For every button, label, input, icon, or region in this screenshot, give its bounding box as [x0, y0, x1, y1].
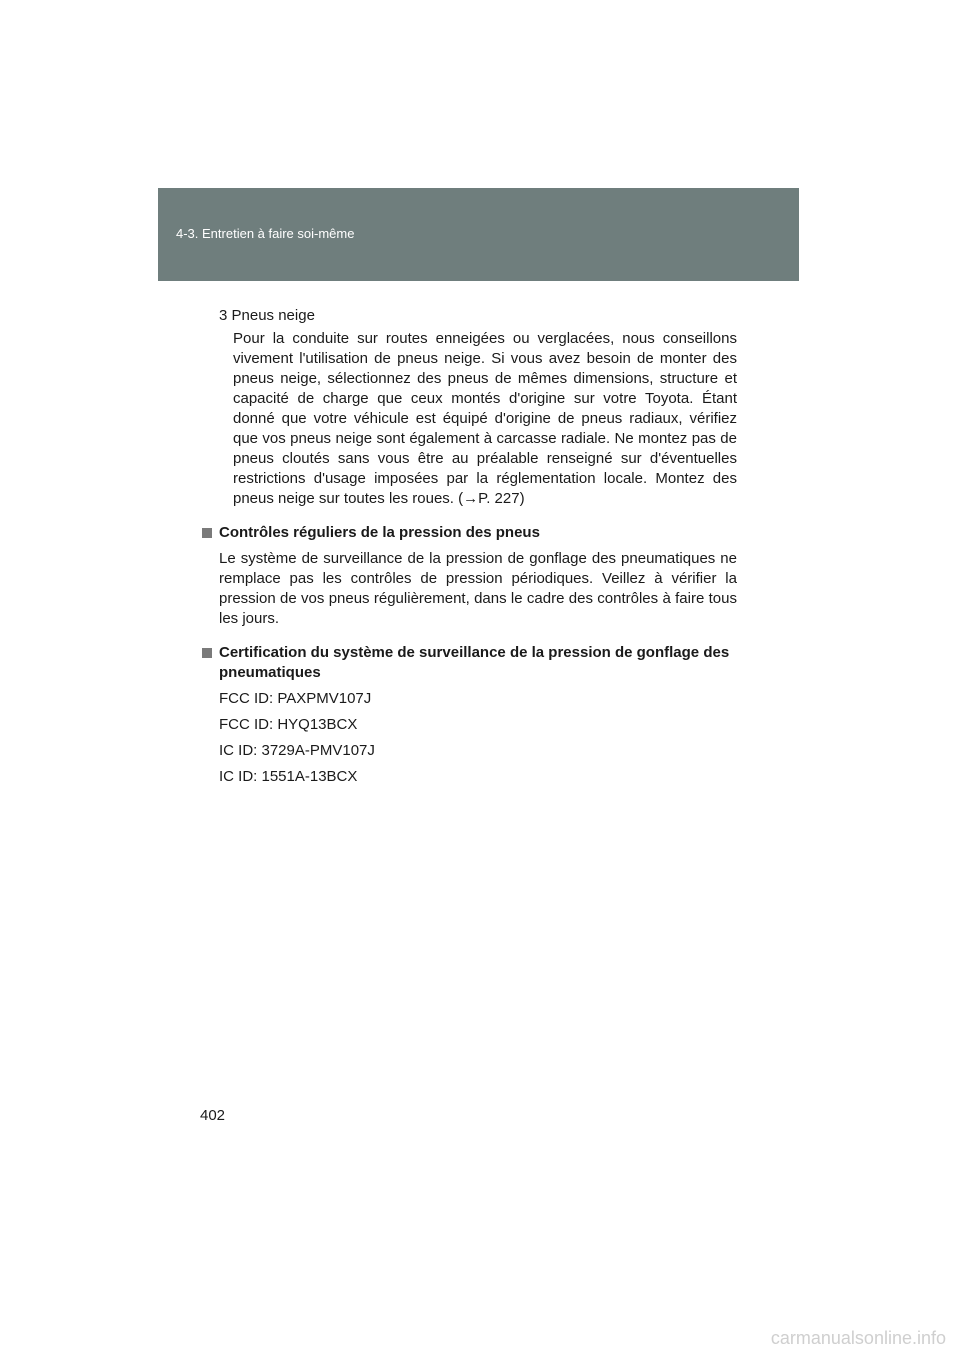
- section-certification: [200, 643, 737, 787]
- certification-id: IC ID: 3729A-PMV107J: [219, 742, 375, 759]
- page-number: 402: [200, 1107, 226, 1124]
- watermark: carmanualsonline.info: [770, 1328, 946, 1348]
- square-bullet-icon: [202, 528, 212, 538]
- certification-heading-text: Certification du système de surveillance de la pression de gonflage des pneumatiques: [219, 644, 730, 681]
- snow-tires-paragraph: [233, 329, 737, 509]
- pressure-checks-body: Le système de surveillance de la pression de gonflage des pneumatiques ne remplace pas les contrôles de pression périodiques. Veillez à vérifier la pression de vos pneus régulièrement, dans le cadre des contrôles à faire tous les jours.: [219, 550, 737, 627]
- snow-tires-heading: 3 Pneus neige: [219, 307, 315, 324]
- page-content: [200, 306, 737, 801]
- snow-tires-text: Pour la conduite sur routes enneigées ou verglacées, nous conseillons vivement l'utilisation de pneus neige. Si vous avez besoin de monter des pneus neige, sélectionnez des pneus de mêmes dimensions, structure et capacité de charge que ceux montés d'origine sur votre Toyota. Étant donné que votre véhicule est équipé d'origine de pneus radiaux, vérifiez que vos pneus neige sont également à carcasse radiale. Ne montez pas de pneus cloutés sans vous être au préalable renseigné sur d'éventuelles restrictions d'usage imposées par la réglementation locale. Montez des pneus neige sur toutes les roues.: [233, 330, 737, 507]
- pressure-checks-heading: [200, 523, 737, 543]
- certification-id: IC ID: 1551A-13BCX: [219, 768, 358, 785]
- certification-heading: [200, 643, 737, 683]
- section-title: 4-3. Entretien à faire soi-même: [176, 226, 355, 241]
- section-header-band: [158, 188, 799, 281]
- section-pressure-checks: [200, 523, 737, 629]
- pressure-checks-heading-text: Contrôles réguliers de la pression des pneus: [219, 524, 540, 541]
- snow-tires-page-ref: (→P. 227): [458, 490, 525, 507]
- square-bullet-icon: [202, 648, 212, 658]
- certification-id: FCC ID: HYQ13BCX: [219, 716, 358, 733]
- certification-id: FCC ID: PAXPMV107J: [219, 690, 372, 707]
